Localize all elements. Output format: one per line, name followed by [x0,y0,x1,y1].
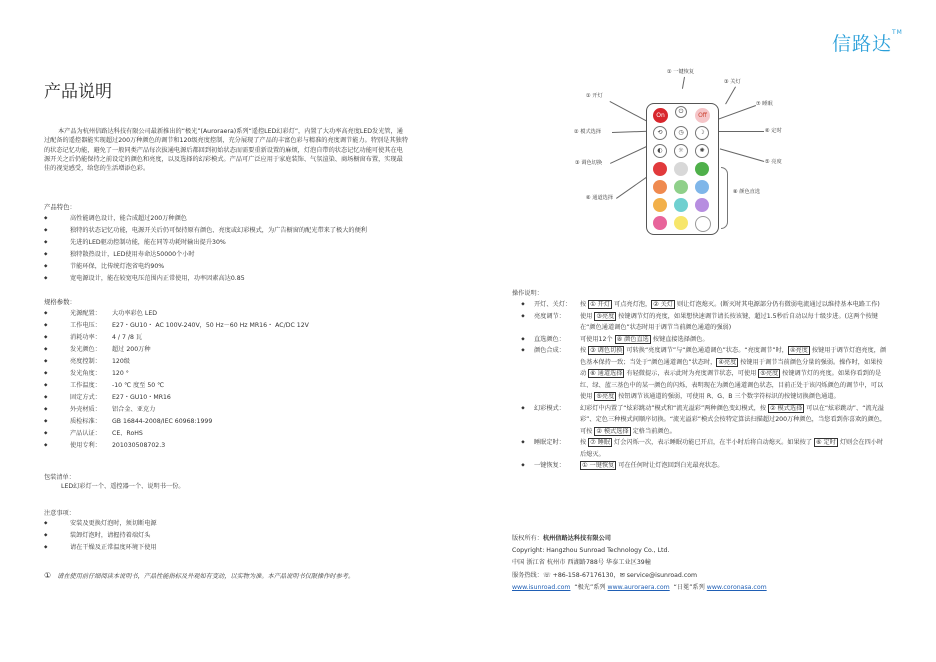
button-reference: ② 模式选择 [770,404,803,412]
spec-item [44,344,309,356]
specs-list [44,308,309,452]
feature-item [44,213,367,225]
operation-fragment: 使用 [580,312,595,320]
package-section [44,473,185,492]
color-preset-button[interactable] [653,198,667,212]
caution-text: 装卸灯泡时，请握持着端灯头 [70,532,151,540]
feature-text: 高性能调色设计，能合成超过200万种颜色 [70,214,187,222]
phone-number: ☏ +86-158-67176130 [542,571,614,579]
operation-key: 幻彩模式： [534,404,565,412]
operation-fragment: 幻彩灯中内置了“炫彩跳动”模式和“流光溢彩”两种颜色变幻模式，按 [580,404,769,412]
caution-text: 安装及更换灯泡时，须切断电源 [70,520,157,528]
caution-item [44,530,157,542]
preset-brace [721,167,728,229]
off-button[interactable] [695,108,710,123]
label-timer: ⑥ 定时 [765,128,782,134]
company-name: 杭州信路达科技有限公司 [542,535,611,542]
feature-item [44,261,367,273]
brand-logo: 信路达™ [832,29,903,55]
caution-item [44,542,157,554]
label-brightness: ⑤ 亮度 [765,159,782,165]
feature-item [44,237,367,249]
button-reference: ③亮度 [596,312,615,320]
email-address: ✉ service@isunroad.com [619,571,698,579]
leader-line [718,131,764,132]
spec-value: 铝合金、亚克力 [112,405,156,413]
feature-text: 独特的状态记忆功能，电源开关后仍可保持原有颜色、亮度或幻彩模式，为广告橱窗的配光带来了极大的便利 [70,226,367,234]
spec-value: 4 / 7 /8 瓦 [112,333,143,341]
spec-value: 120级 [112,357,130,365]
color-preset-button[interactable] [674,198,688,212]
feature-text: 宽电源设计，能在较宽电压范围内正常使用，功率因素高达0.85 [70,274,245,282]
operation-row [512,460,887,472]
color-preset-button[interactable] [653,216,667,230]
button-reference: ⑤亮度 [760,370,779,377]
operation-fragment: 可在任何时让灯泡回到白光最亮状态。 [616,462,724,469]
features-list [44,213,367,285]
spec-item [44,392,309,404]
button-reference: ② 关灯 [653,301,674,308]
spec-item [44,320,309,332]
service-label: 服务热线： [512,571,543,579]
on-button[interactable] [653,108,668,123]
color-preset-button[interactable] [674,162,688,176]
spec-value: CE、RoHS [112,429,143,437]
brightness-up-button[interactable]: ✺ [695,144,709,158]
operation-fragment: 可以在“炫彩跳动”、“流光溢彩”、定色三种模式间顺序切换。“流光溢彩”模式会按特定算法扫描超过200万种颜色，当您看到你喜欢的颜色，可按 [580,404,887,435]
operation-key: 睡眠定时： [534,439,565,446]
cautions-heading: 注意事项： [44,510,75,517]
spec-value: E27・GU10・MR16 [112,393,171,401]
spec-key: 外壳材质： [70,405,101,413]
operation-fragment: 灯会闪烁一次，表示睡眠功能已开启，在半小时后将自动熄灭。如果按了 [612,439,814,446]
operation-key: 开灯、关灯： [534,301,572,308]
button-reference: ④亮度 [789,347,808,354]
caution-item [44,518,157,530]
spec-value: 120 ° [112,369,129,377]
label-mode: ② 模式选择 [574,129,602,135]
service-line: 服务热线：☏ +86-158-67176130，✉ service@isunroad.com [512,571,698,579]
spec-key: 固定方式： [70,393,101,401]
channel-button[interactable]: ◐ [653,144,667,158]
operation-fragment: 按 [580,301,589,308]
spec-value: 201030508702.3 [112,441,166,449]
feature-item [44,225,367,237]
spec-key: 使用专利： [70,441,101,449]
cautions-list [44,518,157,554]
feature-text: 节能环保，比传统灯泡省电约90% [70,262,165,270]
spec-key: 发光颜色： [70,345,101,353]
label-on: ① 开灯 [586,93,603,99]
specs-section [44,298,309,452]
operation-text [580,299,887,311]
button-reference: ③ 调色切换 [590,347,623,354]
spec-item [44,308,309,320]
operation-fragment: 则让灯泡熄灭。(断灭时其电源部分仍有微弱电流通过以维持基本电路工作) [675,301,880,308]
features-section [44,203,367,285]
operation-row [512,311,887,334]
timer-button[interactable]: ◷ [674,126,688,140]
spec-item [44,332,309,344]
feature-item [44,273,367,285]
operation-row [512,345,887,403]
operation-fragment: 灯则会在四小时后熄灭。 [580,439,884,458]
label-off: ③ 关灯 [724,79,741,85]
feature-text: 独特散热设计，LED使用寿命达50000个小时 [70,250,195,258]
operation-row [512,403,887,438]
operation-table [512,299,887,472]
spec-key: 产品认证： [70,429,101,437]
spec-key: 工作电压： [70,321,101,329]
spec-item [44,416,309,428]
spec-value: 大功率彩色 LED [112,309,158,317]
button-reference: ② 模式选择 [596,427,629,435]
operation-fragment: 按键直接选择颜色。 [650,335,709,343]
link-isunroad[interactable]: www.isunroad.com [512,583,571,591]
operation-row [512,334,887,346]
label-channel: ⑥ 通道选择 [586,195,614,201]
operation-fragment: 可转换“亮度调节”与“颜色通道调色”状态。“亮度调节”时， [624,347,788,354]
operation-key: 颜色合成： [534,347,565,354]
bullet-icon: ◆ [521,302,525,307]
button-reference: ① 开灯 [590,301,611,308]
leader-line [682,77,685,89]
operation-fragment: 有轻微提示，表示此时为亮度调节状态，可使用 [624,370,759,377]
footer-copyright [512,533,767,545]
leader-line [610,101,650,123]
operation-text [580,334,887,346]
spec-value: -10 ℃ 度至 50 ℃ [112,381,165,389]
operation-row [512,299,887,311]
intro-paragraph: 本产品为杭州信路达科技有限公司最新推出的“极光”(Auroraera)系列“遥控LED幻彩灯”，内置了大功率高亮度LED发光管，通过配备的遥控器能实现超过200万种颜色的调节和120级亮度控制，充分展现了产品的丰富色彩与精准的亮度调节能力。特别是其独特的状态记忆功能，避免了一般同类产品每次拔通电源后都回到初始状态而需要重新设置的麻烦，灯泡自带的状态记忆功能可使其在电源开关之后仍能保持之前设定的颜色和亮度，以及选择的幻彩模式。产品可广泛应用于家庭装饰、气氛渲染、商场橱窗布置，实现最佳的视觉感受，给您的生活增添色彩。 [44,128,408,173]
on-label: On [656,112,665,119]
operation-key: 直选颜色： [534,335,565,343]
operation-text [580,311,887,334]
specs-heading: 规格参数： [44,298,76,306]
label-reset: ① 一键恢复 [667,69,695,75]
spec-key: 消耗功率： [70,333,101,341]
button-reference: ⑦ 睡眠 [590,439,611,446]
spec-item [44,428,309,440]
operation-fragment: 按键调节灯的亮度。如果你看到的是红、绿、蓝三基色中的某一颜色的闪烁，表明现在为颜色通道调色状态，目前正处于该闪烁颜色的调节中，可以使用 [580,370,884,400]
operation-text [580,460,887,472]
link-coronasa[interactable]: www.coronasa.com [706,583,767,591]
color-preset-button[interactable] [695,216,711,232]
color-preset-button[interactable] [695,180,709,194]
bullet-icon: ◆ [521,313,525,319]
button-reference: ⑧ 颜色直选 [616,335,649,343]
package-text: LED幻彩灯一个、遥控器一个、说明书一份。 [61,483,185,491]
series-corona-label: “日冕”系列 [673,583,705,591]
spec-value: GB 16844-2008/IEC 60968:1999 [112,417,213,425]
label-sleep: ⑦ 睡眠 [756,101,773,107]
sleep-button[interactable]: ☽ [695,126,709,140]
page-title: 产品说明 [44,82,112,102]
color-preset-button[interactable] [674,180,688,194]
spec-key: 光源配置： [70,309,101,317]
color-preset-button[interactable] [695,198,709,212]
operation-fragment: 按键用于调节当前颜色分量的强弱。操作时，如果按动 [580,358,883,377]
label-preset: ⑧ 颜色直选 [733,189,761,195]
bullet-icon: ◆ [521,348,525,353]
feature-text: 先进的LED驱动控制功能，能在同等功耗时输出提升30% [70,238,226,246]
button-reference: ④亮度 [718,358,737,366]
feature-item [44,249,367,261]
button-reference: ⑤亮度 [596,393,615,400]
brightness-down-button[interactable]: ☼ [674,144,688,158]
leader-line [720,148,764,162]
usage-note [44,570,444,582]
spec-value: 超过 200万种 [112,345,151,353]
spec-item [44,404,309,416]
operation-key: 亮度调节： [534,312,565,320]
color-preset-button[interactable] [653,162,667,176]
operation-heading: 操作说明： [512,290,543,297]
leader-line [725,87,736,105]
caution-text: 请在干燥及正常温度环境下使用 [70,544,157,552]
spec-item [44,356,309,368]
operation-fragment: 定格当前颜色。 [630,427,676,435]
link-auroraera[interactable]: www.auroraera.com [607,583,670,591]
company-english: Copyright: Hangzhou Sunroad Technology Co., Ltd. [512,547,670,555]
button-reference: ⑥ 通道选择 [590,370,623,377]
color-preset-button[interactable] [695,162,709,176]
operation-fragment: 可使用12个 [580,335,615,343]
spec-item [44,368,309,380]
bullet-icon: ◆ [521,440,525,445]
bullet-icon: ◆ [521,336,525,342]
reset-button[interactable]: ⏻ [675,106,687,118]
note-text: 请在使用前仔细阅读本说明书，产品性能指标及外观如有变动，以实物为准。本产品说明书仅限操作时参考。 [57,573,355,580]
mode-button[interactable]: ⟲ [653,126,667,140]
spec-item [44,440,309,452]
operation-text [580,345,887,403]
spec-key: 发光角度： [70,369,101,377]
operation-fragment: 按键用于调节灯泡亮度，颜色基本保持一致；当处于“颜色通道调色”状态时， [580,347,887,366]
spec-key: 工作温度： [70,381,101,389]
operation-text [580,437,887,460]
cautions-section [44,509,157,554]
operation-row [512,437,887,460]
remote-control [646,103,719,235]
label-color-switch: ③ 调色切换 [575,160,603,166]
website-links [512,582,767,594]
button-reference: ⑥ 定时 [815,439,836,446]
features-heading: 产品特色： [44,203,76,211]
spec-item [44,380,309,392]
bullet-icon: ◆ [521,463,525,468]
bullet-icon: ◆ [521,405,525,411]
operation-fragment: 按 [580,439,589,446]
operation-fragment: 按 [580,347,589,354]
operation-text [580,403,887,438]
company-address: 中国 浙江省 杭州市 西湖路788号 华泰工业区39幢 [512,559,651,567]
spec-value: E27・GU10・ AC 100V-240V，50 Hz－60 Hz MR16・ AC/DC 12V [112,321,309,329]
footer [512,533,767,594]
package-heading: 包装清单： [44,474,75,481]
series-aurora-label: “极光”系列 [574,583,606,591]
operation-key: 一键恢复： [534,462,565,469]
off-label: Off [698,112,707,119]
operation-fragment: 按钮调节该通道的强弱，可使用 R、G、B 三个数字符标识的按键切换颜色通道。 [616,393,840,400]
note-icon: ① [44,571,52,580]
operation-fragment: 按键调节灯的亮度，如果想快速调节请长按该键，超过1.5秒后自动以每十级步进。(这两个按键在“颜色通道调色”状态时用于调节当前颜色通道的强弱) [580,312,878,331]
color-preset-button[interactable] [653,180,667,194]
color-preset-button[interactable] [674,216,688,230]
spec-key: 质检标准： [70,417,101,425]
button-reference: ① 一键恢复 [582,462,615,469]
spec-key: 亮度控制： [70,357,101,365]
copyright-label: 版权所有： [512,535,543,542]
operation-fragment: 可点亮灯泡， [612,301,652,308]
